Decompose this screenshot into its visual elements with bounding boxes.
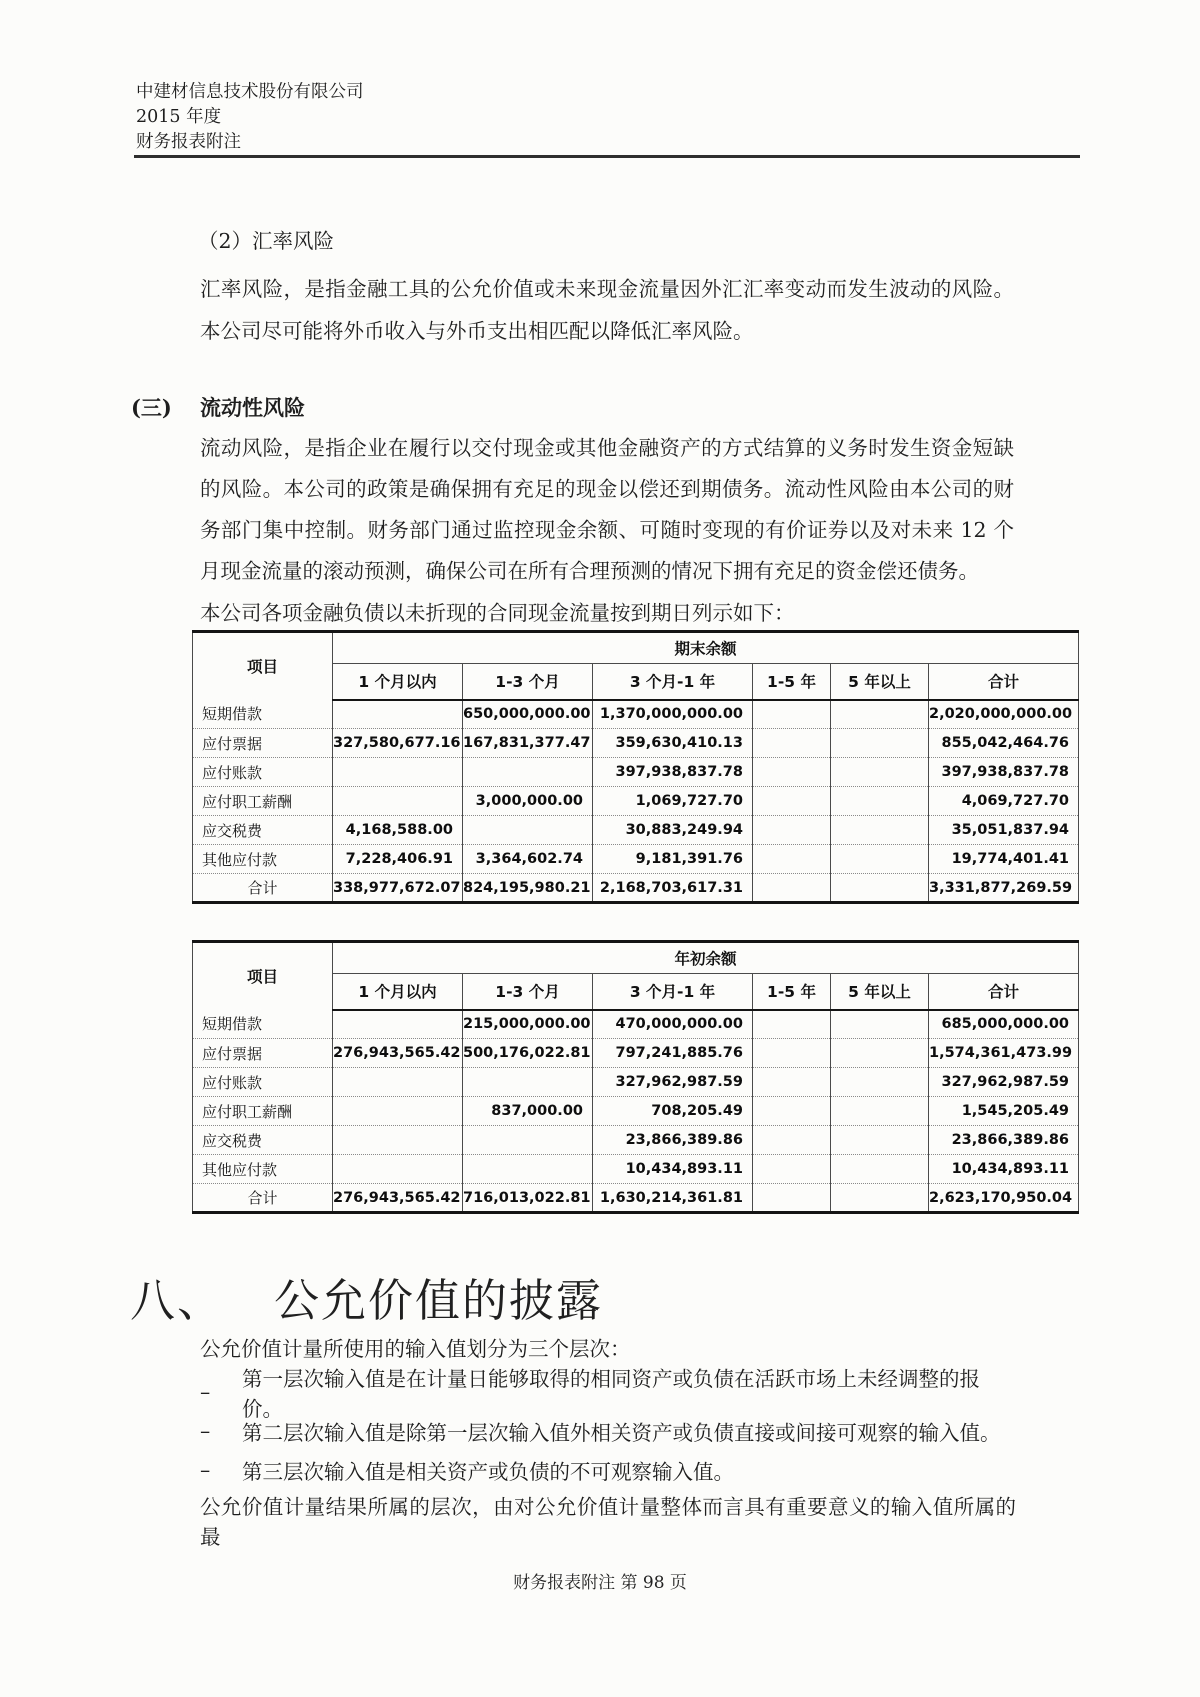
value-cell <box>831 816 929 845</box>
value-cell <box>753 1126 831 1155</box>
row-label: 短期借款 <box>193 700 333 729</box>
value-cell: 797,241,885.76 <box>593 1039 753 1068</box>
value-cell: 23,866,389.86 <box>593 1126 753 1155</box>
bullet-dash: – <box>200 1457 211 1482</box>
liquidity-section-index: (三) <box>131 395 172 420</box>
value-cell <box>333 1010 463 1039</box>
value-cell: 1,574,361,473.99 <box>929 1039 1079 1068</box>
value-cell <box>333 1097 463 1126</box>
page-footer: 财务报表附注 第 98 页 <box>513 1573 687 1593</box>
value-cell <box>831 1155 929 1184</box>
value-cell: 3,000,000.00 <box>463 787 593 816</box>
value-cell <box>831 1068 929 1097</box>
value-cell <box>463 1126 593 1155</box>
page-header <box>136 80 364 155</box>
maturity-table-intro: 本公司各项金融负债以未折现的合同现金流量按到期日列示如下： <box>200 601 795 625</box>
table-row <box>193 845 1079 874</box>
value-cell <box>753 1039 831 1068</box>
period-column-header: 1-5 年 <box>753 664 831 700</box>
report-title: 财务报表附注 <box>136 132 241 152</box>
value-cell: 1,069,727.70 <box>593 787 753 816</box>
value-cell <box>831 758 929 787</box>
value-cell: 7,228,406.91 <box>333 845 463 874</box>
value-cell: 650,000,000.00 <box>463 700 593 729</box>
level-3-text: 第三层次输入值是相关资产或负债的不可观察输入值。 <box>242 1459 734 1484</box>
value-cell: 716,013,022.81 <box>463 1184 593 1213</box>
financial-table <box>192 940 1079 1214</box>
value-cell: 708,205.49 <box>593 1097 753 1126</box>
value-cell: 9,181,391.76 <box>593 845 753 874</box>
liquidity-paragraph: 流动风险，是指企业在履行以交付现金或其他金融资产的方式结算的义务时发生资金短缺的风险。本公司的政策是确保拥有充足的现金以偿还到期债务。流动性风险由本公司的财务部门集中控制。财务部门通过监控现金余额、可随时变现的有价证券以及对未来 12 个月现金流量的滚动预测，确保公司在所有合理预测的情况下拥有充足的资金偿还债务。 <box>200 436 1014 583</box>
period-column-header: 1-3 个月 <box>463 974 593 1010</box>
table-row <box>193 874 1079 903</box>
value-cell: 327,580,677.16 <box>333 729 463 758</box>
table-row <box>193 1097 1079 1126</box>
value-cell <box>831 1184 929 1213</box>
value-cell <box>333 787 463 816</box>
table-row <box>193 758 1079 787</box>
value-cell: 167,831,377.47 <box>463 729 593 758</box>
value-cell <box>753 1068 831 1097</box>
value-cell: 35,051,837.94 <box>929 816 1079 845</box>
maturity-table-period-end <box>192 630 1079 904</box>
value-cell <box>831 700 929 729</box>
period-column-header: 合计 <box>929 974 1079 1010</box>
value-cell: 470,000,000.00 <box>593 1010 753 1039</box>
value-cell <box>333 1126 463 1155</box>
value-cell: 19,774,401.41 <box>929 845 1079 874</box>
fair-value-closing-paragraph: 公允价值计量结果所属的层次，由对公允价值计量整体而言具有重要意义的输入值所属的最 <box>200 1495 1016 1549</box>
row-label: 短期借款 <box>193 1010 333 1039</box>
value-cell <box>463 1068 593 1097</box>
level-1-text: 第一层次输入值是在计量日能够取得的相同资产或负债在活跃市场上未经调整的报价。 <box>242 1366 980 1421</box>
value-cell <box>753 816 831 845</box>
period-column-header: 合计 <box>929 664 1079 700</box>
period-column-header: 3 个月-1 年 <box>593 664 753 700</box>
fair-value-intro: 公允价值计量所使用的输入值划分为三个层次： <box>200 1337 631 1361</box>
value-cell <box>753 845 831 874</box>
company-name: 中建材信息技术股份有限公司 <box>136 82 364 102</box>
value-cell: 837,000.00 <box>463 1097 593 1126</box>
value-cell <box>831 1039 929 1068</box>
value-cell <box>831 874 929 903</box>
row-label: 应付票据 <box>193 729 333 758</box>
period-column-header: 1 个月以内 <box>333 664 463 700</box>
value-cell: 855,042,464.76 <box>929 729 1079 758</box>
balance-group-header: 期末余额 <box>333 632 1079 664</box>
value-cell: 10,434,893.11 <box>593 1155 753 1184</box>
value-cell: 2,168,703,617.31 <box>593 874 753 903</box>
value-cell: 30,883,249.94 <box>593 816 753 845</box>
value-cell: 1,545,205.49 <box>929 1097 1079 1126</box>
table-row <box>193 729 1079 758</box>
header-divider <box>134 155 1080 158</box>
value-cell: 397,938,837.78 <box>593 758 753 787</box>
fair-value-section-number: 八、 <box>130 1274 225 1327</box>
value-cell <box>753 758 831 787</box>
exchange-risk-paragraph: 汇率风险，是指金融工具的公允价值或未来现金流量因外汇汇率变动而发生波动的风险。本公司尽可能将外币收入与外币支出相匹配以降低汇率风险。 <box>200 277 1014 343</box>
row-label: 应交税费 <box>193 816 333 845</box>
table-row <box>193 1184 1079 1213</box>
row-label: 合计 <box>193 1184 333 1213</box>
value-cell: 4,168,588.00 <box>333 816 463 845</box>
period-column-header: 5 年以上 <box>831 664 929 700</box>
value-cell <box>333 700 463 729</box>
value-cell: 3,364,602.74 <box>463 845 593 874</box>
value-cell: 327,962,987.59 <box>929 1068 1079 1097</box>
value-cell <box>753 1155 831 1184</box>
row-label: 应付账款 <box>193 1068 333 1097</box>
value-cell: 685,000,000.00 <box>929 1010 1079 1039</box>
value-cell: 327,962,987.59 <box>593 1068 753 1097</box>
value-cell <box>333 758 463 787</box>
list-item <box>200 1450 1020 1489</box>
period-column-header: 1-3 个月 <box>463 664 593 700</box>
list-item <box>200 1366 1020 1421</box>
value-cell <box>753 729 831 758</box>
value-cell: 4,069,727.70 <box>929 787 1079 816</box>
value-cell <box>753 700 831 729</box>
table-row <box>193 700 1079 729</box>
row-label: 合计 <box>193 874 333 903</box>
value-cell: 23,866,389.86 <box>929 1126 1079 1155</box>
bullet-dash: – <box>200 1379 211 1404</box>
value-cell <box>333 1068 463 1097</box>
value-cell <box>831 1126 929 1155</box>
period-column-header: 5 年以上 <box>831 974 929 1010</box>
row-label: 应付账款 <box>193 758 333 787</box>
fair-value-heading <box>130 1264 603 1329</box>
table-row <box>193 1010 1079 1039</box>
value-cell <box>753 787 831 816</box>
value-cell: 500,176,022.81 <box>463 1039 593 1068</box>
value-cell <box>753 874 831 903</box>
value-cell: 1,370,000,000.00 <box>593 700 753 729</box>
value-cell: 276,943,565.42 <box>333 1039 463 1068</box>
row-label: 其他应付款 <box>193 1155 333 1184</box>
value-cell <box>753 1097 831 1126</box>
table-row <box>193 1039 1079 1068</box>
table-row <box>193 1155 1079 1184</box>
table-row <box>193 816 1079 845</box>
item-column-header: 项目 <box>193 942 333 1010</box>
value-cell <box>753 1010 831 1039</box>
value-cell: 276,943,565.42 <box>333 1184 463 1213</box>
period-column-header: 3 个月-1 年 <box>593 974 753 1010</box>
table-row <box>193 1068 1079 1097</box>
report-year: 2015 年度 <box>136 107 222 127</box>
period-column-header: 1 个月以内 <box>333 974 463 1010</box>
balance-group-header: 年初余额 <box>333 942 1079 974</box>
value-cell: 1,630,214,361.81 <box>593 1184 753 1213</box>
value-cell: 338,977,672.07 <box>333 874 463 903</box>
fair-value-level-list <box>200 1366 1020 1489</box>
row-label: 应交税费 <box>193 1126 333 1155</box>
list-item <box>200 1411 1020 1450</box>
row-label: 其他应付款 <box>193 845 333 874</box>
exchange-risk-heading: （2）汇率风险 <box>198 229 335 253</box>
value-cell: 10,434,893.11 <box>929 1155 1079 1184</box>
period-column-header: 1-5 年 <box>753 974 831 1010</box>
row-label: 应付职工薪酬 <box>193 787 333 816</box>
value-cell <box>831 1010 929 1039</box>
value-cell <box>463 1155 593 1184</box>
fair-value-section-title: 公允价值的披露 <box>274 1274 604 1327</box>
value-cell: 2,623,170,950.04 <box>929 1184 1079 1213</box>
value-cell: 2,020,000,000.00 <box>929 700 1079 729</box>
row-label: 应付职工薪酬 <box>193 1097 333 1126</box>
value-cell: 215,000,000.00 <box>463 1010 593 1039</box>
value-cell <box>831 729 929 758</box>
value-cell <box>463 816 593 845</box>
value-cell: 397,938,837.78 <box>929 758 1079 787</box>
value-cell: 3,331,877,269.59 <box>929 874 1079 903</box>
value-cell <box>831 1097 929 1126</box>
financial-table <box>192 630 1079 904</box>
value-cell: 824,195,980.21 <box>463 874 593 903</box>
row-label: 应付票据 <box>193 1039 333 1068</box>
table-row <box>193 1126 1079 1155</box>
value-cell: 359,630,410.13 <box>593 729 753 758</box>
item-column-header: 项目 <box>193 632 333 700</box>
maturity-table-beginning-of-year <box>192 940 1079 1214</box>
value-cell <box>831 845 929 874</box>
bullet-dash: – <box>200 1418 211 1443</box>
value-cell <box>831 787 929 816</box>
liquidity-section-heading: 流动性风险 <box>200 395 305 420</box>
value-cell <box>753 1184 831 1213</box>
value-cell <box>463 758 593 787</box>
level-2-text: 第二层次输入值是除第一层次输入值外相关资产或负债直接或间接可观察的输入值。 <box>242 1420 1001 1445</box>
value-cell <box>333 1155 463 1184</box>
table-row <box>193 787 1079 816</box>
